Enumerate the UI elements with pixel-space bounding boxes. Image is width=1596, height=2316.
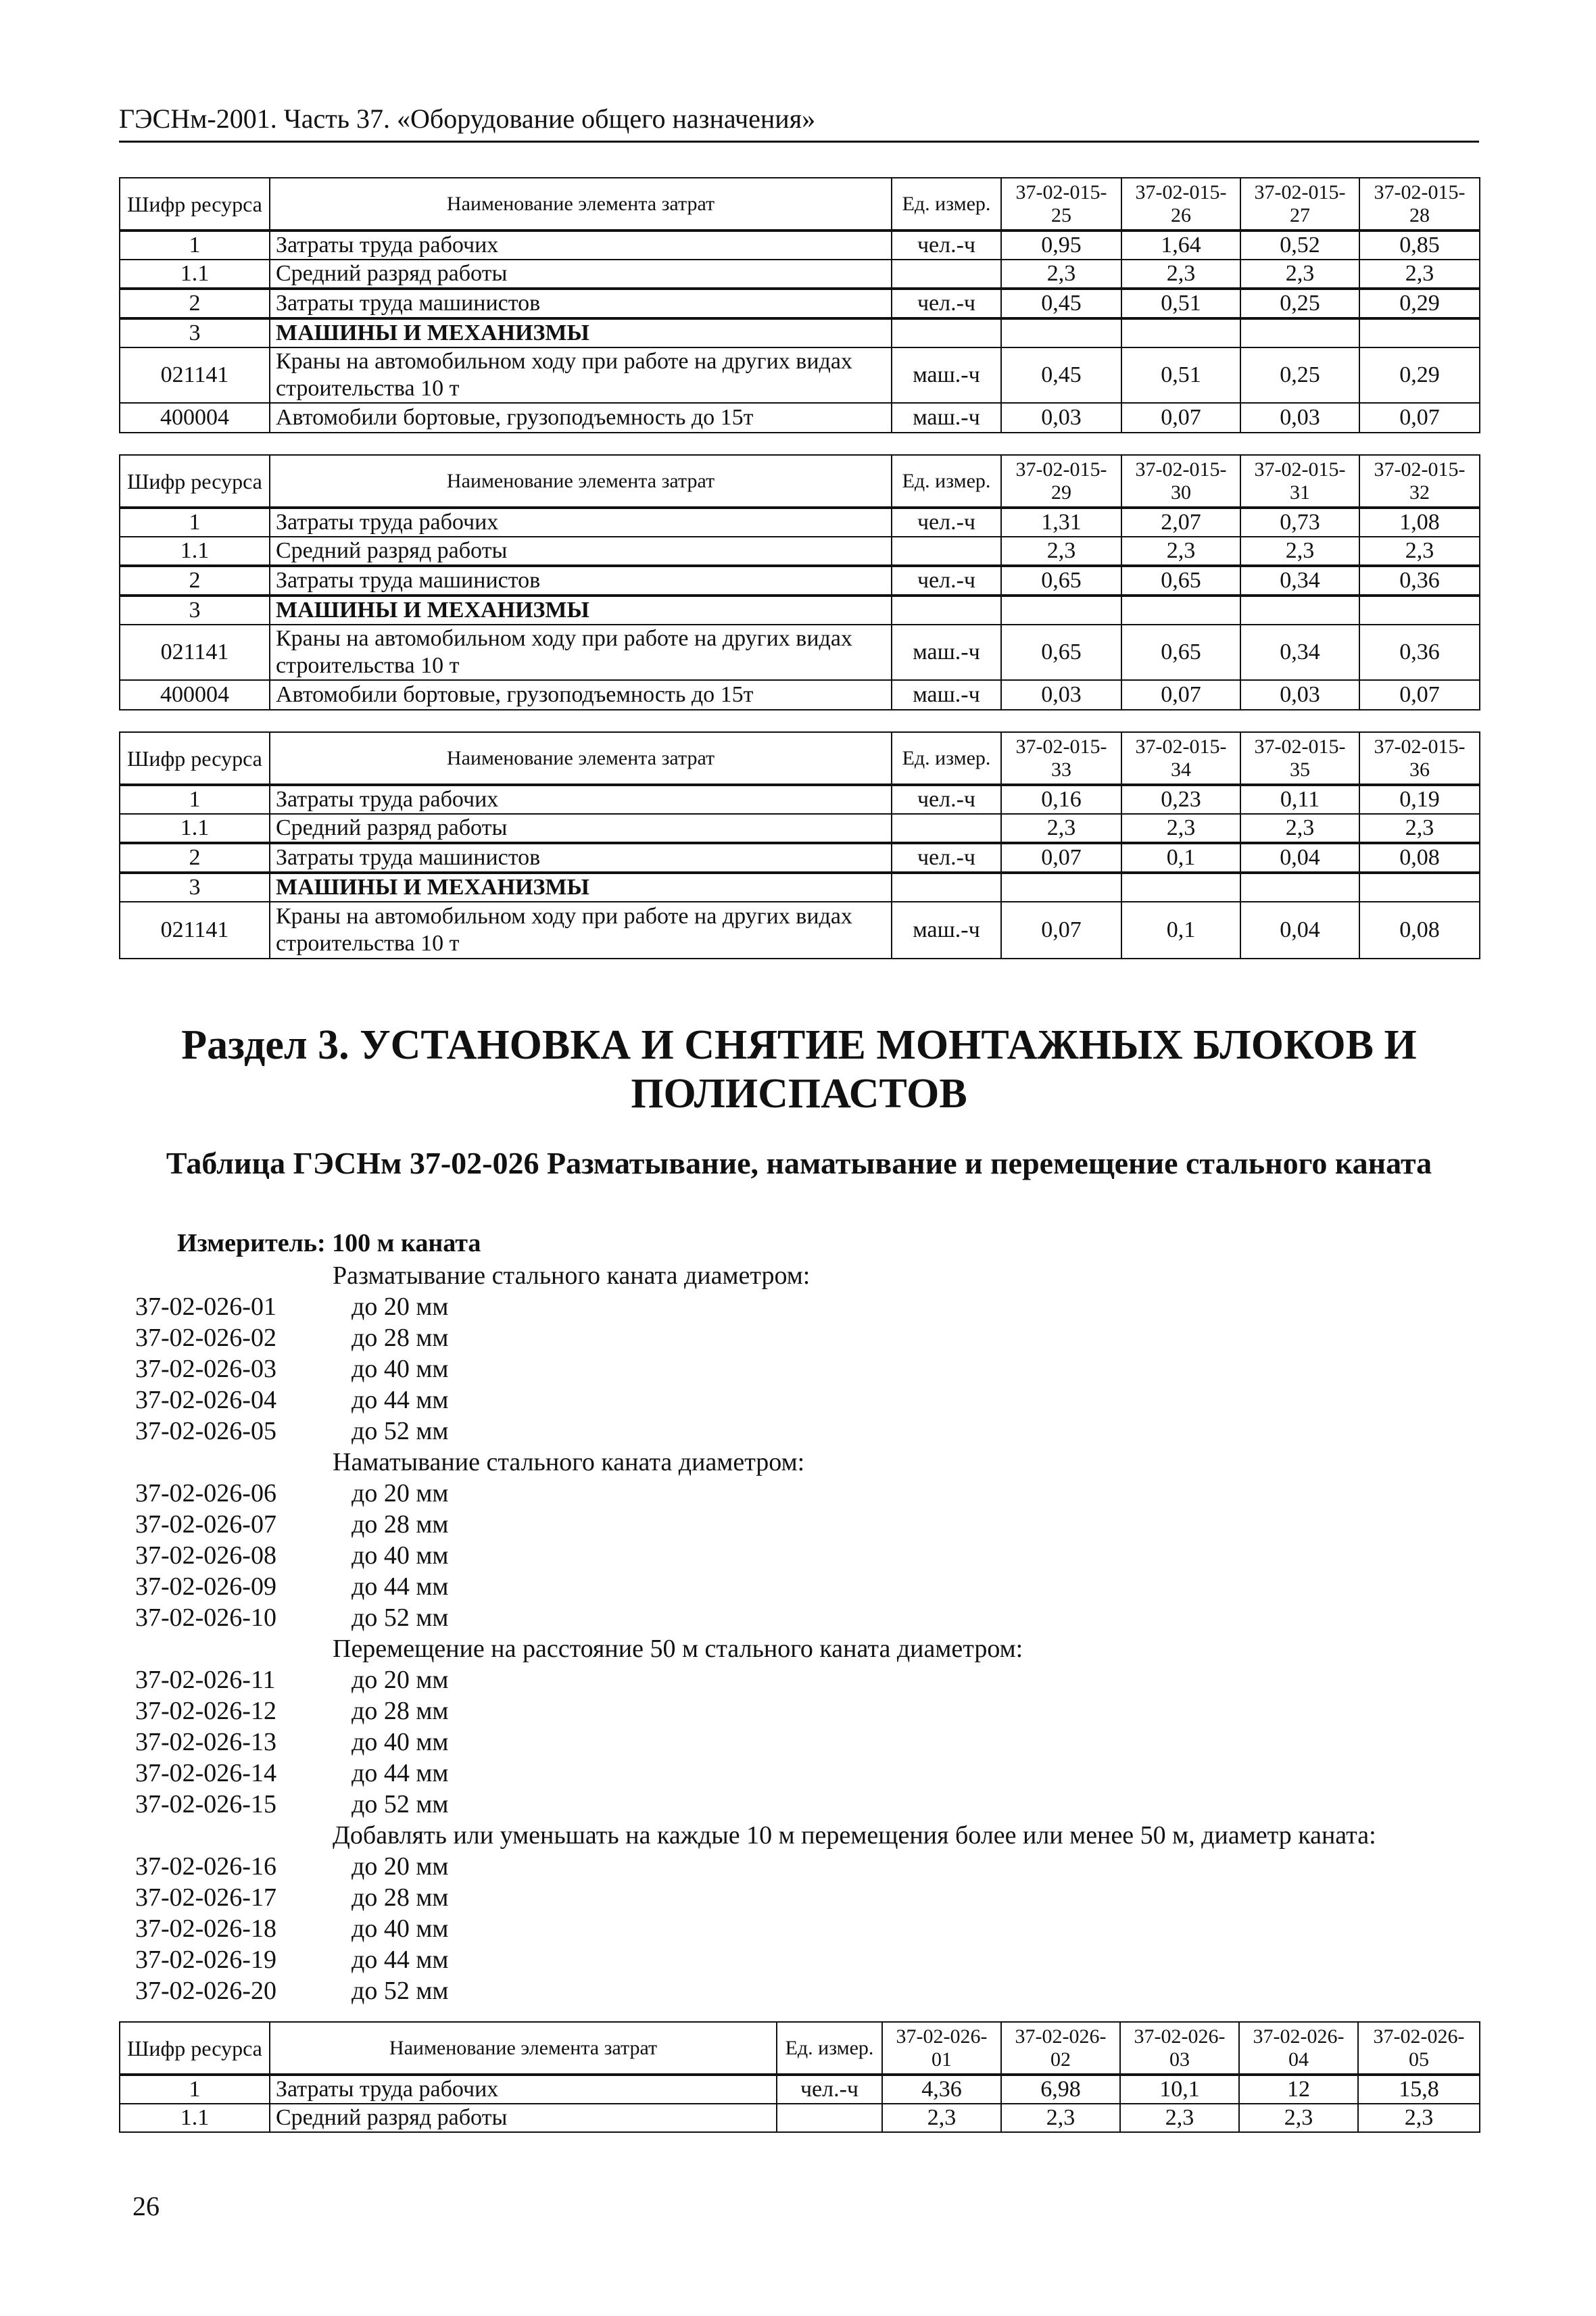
row-unit: [892, 873, 1001, 902]
row-code: 1: [120, 2075, 270, 2104]
list-item: [135, 1322, 448, 1353]
row-name: Затраты труда рабочих: [270, 785, 892, 814]
row-name: МАШИНЫ И МЕХАНИЗМЫ: [270, 596, 892, 625]
table-row: [120, 403, 1480, 433]
section-title: Раздел 3. УСТАНОВКА И СНЯТИЕ МОНТАЖНЫХ БЛОКОВ И ПОЛИСПАСТОВ: [181, 1022, 1417, 1117]
row-value: [1001, 596, 1121, 625]
header-norm-code: 37-02-015-30: [1121, 455, 1240, 508]
header-norm-code: 37-02-015-28: [1359, 178, 1480, 231]
table-row: [120, 289, 1480, 318]
list-item: [135, 1384, 448, 1416]
norm-code: 37-02-026-01: [135, 1293, 276, 1321]
row-code: 400004: [120, 403, 270, 433]
norm-code: 37-02-026-20: [135, 1977, 276, 2005]
header-norm-code: 37-02-015-26: [1121, 178, 1240, 231]
row-unit: чел.-ч: [892, 843, 1001, 873]
row-value: 2,3: [1001, 537, 1121, 566]
norm-code: 37-02-026-02: [135, 1324, 276, 1352]
row-value: 0,03: [1001, 680, 1121, 710]
norm-code: 37-02-026-19: [135, 1946, 276, 1974]
norm-code: 37-02-026-09: [135, 1572, 276, 1601]
table-row: [120, 873, 1480, 902]
row-value: 2,3: [1001, 260, 1121, 289]
row-name: Краны на автомобильном ходу при работе на других видах строительства 10 т: [270, 347, 892, 403]
header-norm-code: 37-02-015-36: [1359, 732, 1480, 785]
row-name: Затраты труда рабочих: [270, 231, 892, 260]
norm-code: 37-02-026-14: [135, 1759, 276, 1787]
row-code: 1: [120, 231, 270, 260]
row-value: 0,11: [1240, 785, 1359, 814]
row-code: 1: [120, 508, 270, 537]
norm-diameter: до 44 мм: [352, 1572, 449, 1601]
norm-diameter: до 52 мм: [352, 1790, 449, 1818]
cost-table-015-33: [119, 731, 1480, 959]
table-row: [120, 2075, 1480, 2104]
row-value: 0,1: [1121, 843, 1240, 873]
row-name: МАШИНЫ И МЕХАНИЗМЫ: [270, 318, 892, 347]
list-item: [135, 1727, 448, 1758]
row-code: 2: [120, 843, 270, 873]
header-norm-code: 37-02-015-31: [1240, 455, 1359, 508]
row-code: 1.1: [120, 814, 270, 843]
row-value: 0,07: [1121, 680, 1240, 710]
row-unit: [777, 2104, 882, 2132]
norm-diameter: до 20 мм: [352, 1666, 449, 1694]
table-row: [120, 537, 1480, 566]
header-norm-code: 37-02-026-03: [1120, 2022, 1239, 2075]
row-value: 0,29: [1359, 347, 1480, 403]
table-row: [120, 260, 1480, 289]
norm-diameter: до 28 мм: [352, 1324, 449, 1352]
row-code: 2: [120, 566, 270, 596]
row-value: 2,3: [1359, 814, 1480, 843]
norm-diameter: до 40 мм: [352, 1541, 449, 1570]
row-value: 1,08: [1359, 508, 1480, 537]
row-unit: чел.-ч: [892, 566, 1001, 596]
norm-group-title: Наматывание стального каната диаметром:: [333, 1448, 805, 1476]
row-value: 0,25: [1240, 347, 1359, 403]
list-item: [135, 1695, 448, 1727]
header-norm-code: 37-02-026-05: [1358, 2022, 1480, 2075]
row-value: 2,3: [1121, 260, 1240, 289]
row-value: 0,03: [1001, 403, 1121, 433]
row-value: 0,03: [1240, 680, 1359, 710]
row-name: Затраты труда машинистов: [270, 843, 892, 873]
row-value: 0,36: [1359, 566, 1480, 596]
list-item: [135, 1291, 448, 1322]
row-value: 12: [1239, 2075, 1358, 2104]
header-norm-code: 37-02-026-01: [882, 2022, 1001, 2075]
norm-code: 37-02-026-11: [135, 1666, 276, 1694]
row-value: 0,07: [1121, 403, 1240, 433]
running-header: ГЭСНм-2001. Часть 37. «Оборудование общего назначения»: [119, 100, 1479, 143]
row-unit: маш.-ч: [892, 680, 1001, 710]
row-name: Затраты труда машинистов: [270, 566, 892, 596]
list-item: [135, 1664, 448, 1695]
row-name: Краны на автомобильном ходу при работе на других видах строительства 10 т: [270, 625, 892, 680]
row-value: [1359, 596, 1480, 625]
row-value: 2,3: [1358, 2104, 1480, 2132]
row-name: Затраты труда рабочих: [270, 2075, 777, 2104]
row-code: 3: [120, 596, 270, 625]
row-unit: [892, 260, 1001, 289]
table-row: [120, 231, 1480, 260]
row-value: [1001, 873, 1121, 902]
row-value: 0,51: [1121, 347, 1240, 403]
meter-label: Измеритель: 100 м каната: [177, 1229, 481, 1257]
row-value: 0,25: [1240, 289, 1359, 318]
list-item: [135, 1416, 448, 1447]
row-value: 0,52: [1240, 231, 1359, 260]
row-value: 0,04: [1240, 902, 1359, 959]
norm-code: 37-02-026-13: [135, 1728, 276, 1756]
row-value: 1,31: [1001, 508, 1121, 537]
header-norm-code: 37-02-015-27: [1240, 178, 1359, 231]
row-unit: маш.-ч: [892, 403, 1001, 433]
row-value: [1359, 318, 1480, 347]
row-name: Автомобили бортовые, грузоподъемность до 15т: [270, 680, 892, 710]
row-value: 0,03: [1240, 403, 1359, 433]
row-value: 15,8: [1358, 2075, 1480, 2104]
norm-code: 37-02-026-18: [135, 1914, 276, 1943]
row-code: 3: [120, 318, 270, 347]
list-item: [135, 1758, 448, 1789]
norm-group-title: Разматывание стального каната диаметром:: [333, 1261, 811, 1290]
row-value: 1,64: [1121, 231, 1240, 260]
list-item: [135, 1975, 448, 2006]
row-name: МАШИНЫ И МЕХАНИЗМЫ: [270, 873, 892, 902]
row-value: [1359, 873, 1480, 902]
row-code: 2: [120, 289, 270, 318]
header-norm-code: 37-02-015-25: [1001, 178, 1121, 231]
list-item: [135, 1571, 448, 1602]
norm-diameter: до 20 мм: [352, 1852, 449, 1881]
row-unit: чел.-ч: [892, 508, 1001, 537]
norm-diameter: до 44 мм: [352, 1946, 449, 1974]
row-name: Средний разряд работы: [270, 260, 892, 289]
cost-table-026: [119, 2021, 1480, 2133]
row-value: 0,07: [1359, 403, 1480, 433]
list-item: [135, 1509, 448, 1540]
row-value: [1240, 873, 1359, 902]
header-norm-code: 37-02-026-04: [1239, 2022, 1358, 2075]
row-name: Средний разряд работы: [270, 2104, 777, 2132]
row-value: 2,3: [1121, 814, 1240, 843]
row-value: 0,34: [1240, 625, 1359, 680]
row-value: 2,07: [1121, 508, 1240, 537]
norm-group-title: Перемещение на расстояние 50 м стального каната диаметром:: [333, 1635, 1023, 1663]
norm-code: 37-02-026-15: [135, 1790, 276, 1818]
row-value: 0,1: [1121, 902, 1240, 959]
row-value: 0,16: [1001, 785, 1121, 814]
norm-code: 37-02-026-07: [135, 1510, 276, 1539]
table-row: [120, 596, 1480, 625]
table-row: [120, 843, 1480, 873]
row-unit: чел.-ч: [777, 2075, 882, 2104]
list-item: [135, 1353, 448, 1384]
row-name: Средний разряд работы: [270, 537, 892, 566]
row-value: 0,34: [1240, 566, 1359, 596]
page-number: 26: [132, 2191, 160, 2221]
header-name: Наименование элемента затрат: [270, 178, 892, 231]
norm-diameter: до 44 мм: [352, 1759, 449, 1787]
header-norm-code: 37-02-026-02: [1001, 2022, 1120, 2075]
row-value: 0,04: [1240, 843, 1359, 873]
row-value: 2,3: [1001, 2104, 1120, 2132]
row-code: 3: [120, 873, 270, 902]
table-row: [120, 566, 1480, 596]
row-name: Средний разряд работы: [270, 814, 892, 843]
header-unit: Ед. измер.: [892, 732, 1001, 785]
header-norm-code: 37-02-015-32: [1359, 455, 1480, 508]
row-value: [1121, 318, 1240, 347]
row-value: 2,3: [1359, 260, 1480, 289]
list-item: [135, 1478, 448, 1509]
row-value: 2,3: [1240, 537, 1359, 566]
row-value: 0,36: [1359, 625, 1480, 680]
header-norm-code: 37-02-015-33: [1001, 732, 1121, 785]
row-value: [1240, 596, 1359, 625]
row-code: 021141: [120, 625, 270, 680]
row-value: 0,51: [1121, 289, 1240, 318]
row-code: 400004: [120, 680, 270, 710]
table-row: [120, 347, 1480, 403]
norm-code: 37-02-026-10: [135, 1603, 276, 1632]
row-unit: маш.-ч: [892, 902, 1001, 959]
norm-diameter: до 28 мм: [352, 1510, 449, 1539]
header-name: Наименование элемента затрат: [270, 455, 892, 508]
row-value: 0,23: [1121, 785, 1240, 814]
row-name: Краны на автомобильном ходу при работе на других видах строительства 10 т: [270, 902, 892, 959]
row-value: 0,08: [1359, 843, 1480, 873]
list-item: [135, 1882, 448, 1913]
header-name: Наименование элемента затрат: [270, 732, 892, 785]
norm-diameter: до 28 мм: [352, 1883, 449, 1912]
row-code: 021141: [120, 902, 270, 959]
row-unit: [892, 814, 1001, 843]
header-norm-code: 37-02-015-35: [1240, 732, 1359, 785]
row-unit: [892, 537, 1001, 566]
row-value: 0,45: [1001, 289, 1121, 318]
list-item: [135, 1944, 448, 1975]
header-norm-code: 37-02-015-29: [1001, 455, 1121, 508]
header-unit: Ед. измер.: [892, 455, 1001, 508]
norm-diameter: до 44 мм: [352, 1386, 449, 1414]
table-row: [120, 318, 1480, 347]
header-unit: Ед. измер.: [892, 178, 1001, 231]
list-item: [135, 1540, 448, 1571]
row-name: Автомобили бортовые, грузоподъемность до 15т: [270, 403, 892, 433]
table-row: [120, 508, 1480, 537]
row-unit: чел.-ч: [892, 289, 1001, 318]
row-value: 6,98: [1001, 2075, 1120, 2104]
row-value: 0,45: [1001, 347, 1121, 403]
header-code: Шифр ресурса: [120, 178, 270, 231]
header-name: Наименование элемента затрат: [270, 2022, 777, 2075]
list-item: [135, 1602, 448, 1633]
row-value: [1121, 873, 1240, 902]
norm-code: 37-02-026-08: [135, 1541, 276, 1570]
header-unit: Ед. измер.: [777, 2022, 882, 2075]
row-name: Затраты труда рабочих: [270, 508, 892, 537]
row-unit: чел.-ч: [892, 231, 1001, 260]
row-code: 1: [120, 785, 270, 814]
norm-diameter: до 52 мм: [352, 1977, 449, 2005]
norm-code: 37-02-026-03: [135, 1355, 276, 1383]
norm-diameter: до 52 мм: [352, 1417, 449, 1445]
row-value: 2,3: [1001, 814, 1121, 843]
norm-code: 37-02-026-04: [135, 1386, 276, 1414]
row-value: 0,65: [1001, 566, 1121, 596]
norm-code: 37-02-026-05: [135, 1417, 276, 1445]
row-value: 0,29: [1359, 289, 1480, 318]
row-unit: маш.-ч: [892, 625, 1001, 680]
header-norm-code: 37-02-015-34: [1121, 732, 1240, 785]
row-value: 0,07: [1359, 680, 1480, 710]
table-title: Таблица ГЭСНм 37-02-026 Разматывание, наматывание и перемещение стального каната: [166, 1146, 1432, 1180]
row-unit: [892, 318, 1001, 347]
row-value: 2,3: [1121, 537, 1240, 566]
table-row: [120, 625, 1480, 680]
row-value: 2,3: [882, 2104, 1001, 2132]
row-value: 0,07: [1001, 902, 1121, 959]
row-code: 021141: [120, 347, 270, 403]
row-value: [1121, 596, 1240, 625]
row-name: Затраты труда машинистов: [270, 289, 892, 318]
header-code: Шифр ресурса: [120, 455, 270, 508]
table-row: [120, 2104, 1480, 2132]
norm-code: 37-02-026-06: [135, 1479, 276, 1507]
row-value: 2,3: [1120, 2104, 1239, 2132]
row-value: 0,73: [1240, 508, 1359, 537]
row-value: [1001, 318, 1121, 347]
row-unit: [892, 596, 1001, 625]
norm-diameter: до 28 мм: [352, 1697, 449, 1725]
row-value: 0,95: [1001, 231, 1121, 260]
header-code: Шифр ресурса: [120, 2022, 270, 2075]
norm-diameter: до 40 мм: [352, 1355, 449, 1383]
norm-diameter: до 20 мм: [352, 1293, 449, 1321]
row-value: [1240, 318, 1359, 347]
row-value: 0,65: [1121, 566, 1240, 596]
list-item: [135, 1851, 448, 1882]
row-code: 1.1: [120, 2104, 270, 2132]
cost-table-015-29: [119, 454, 1480, 710]
norm-code: 37-02-026-17: [135, 1883, 276, 1912]
row-unit: маш.-ч: [892, 347, 1001, 403]
header-code: Шифр ресурса: [120, 732, 270, 785]
norm-diameter: до 52 мм: [352, 1603, 449, 1632]
row-value: 2,3: [1240, 260, 1359, 289]
row-value: 0,08: [1359, 902, 1480, 959]
row-unit: чел.-ч: [892, 785, 1001, 814]
row-value: 10,1: [1120, 2075, 1239, 2104]
row-code: 1.1: [120, 537, 270, 566]
row-value: 2,3: [1359, 537, 1480, 566]
norm-code: 37-02-026-12: [135, 1697, 276, 1725]
norm-diameter: до 20 мм: [352, 1479, 449, 1507]
row-value: 0,65: [1121, 625, 1240, 680]
list-item: [135, 1789, 448, 1820]
row-value: 2,3: [1239, 2104, 1358, 2132]
row-value: 2,3: [1240, 814, 1359, 843]
row-value: 0,07: [1001, 843, 1121, 873]
norm-code: 37-02-026-16: [135, 1852, 276, 1881]
norm-diameter: до 40 мм: [352, 1728, 449, 1756]
table-row: [120, 902, 1480, 959]
table-row: [120, 680, 1480, 710]
table-row: [120, 814, 1480, 843]
row-code: 1.1: [120, 260, 270, 289]
row-value: 0,19: [1359, 785, 1480, 814]
row-value: 0,65: [1001, 625, 1121, 680]
norm-diameter: до 40 мм: [352, 1914, 449, 1943]
list-item: [135, 1913, 448, 1944]
row-value: 0,85: [1359, 231, 1480, 260]
table-row: [120, 785, 1480, 814]
row-value: 4,36: [882, 2075, 1001, 2104]
cost-table-015-25: [119, 177, 1480, 433]
norm-group-title: Добавлять или уменьшать на каждые 10 м перемещения более или менее 50 м, диаметр каната:: [333, 1821, 1376, 1850]
